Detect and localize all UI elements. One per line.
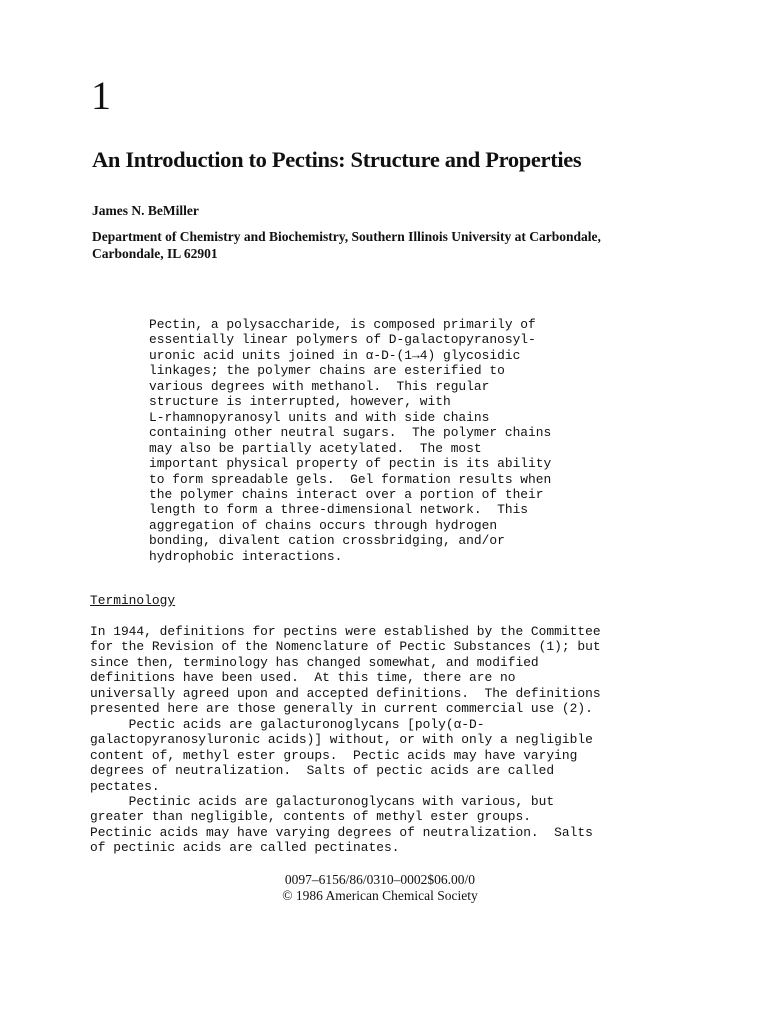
abstract-line: to form spreadable gels. Gel formation results when <box>149 471 552 487</box>
body-line: Pectinic acids may have varying degrees of neutralization. Salts <box>90 824 593 840</box>
section-body <box>90 624 670 856</box>
abstract-line: may also be partially acetylated. The most <box>149 440 482 456</box>
body-line: pectates. <box>90 778 160 794</box>
affiliation-line: Department of Chemistry and Biochemistry, Southern Illinois University at Carbondale, <box>92 229 601 244</box>
body-line: content of, methyl ester groups. Pectic acids may have varying <box>90 747 578 763</box>
body-line: definitions have been used. At this time, there are no <box>90 670 516 686</box>
abstract-line: aggregation of chains occurs through hydrogen <box>149 517 498 533</box>
body-line: degrees of neutralization. Salts of pectic acids are called <box>90 763 555 779</box>
author-affiliation <box>92 228 692 262</box>
body-line: of pectinic acids are called pectinates. <box>90 840 400 856</box>
body-line: presented here are those generally in current commercial use (2). <box>90 701 593 717</box>
abstract-line: containing other neutral sugars. The polymer chains <box>149 425 552 441</box>
publication-code: 0097–6156/86/0310–0002$06.00/0 <box>284 872 476 887</box>
abstract-line: Pectin, a polysaccharide, is composed primarily of <box>149 317 536 332</box>
abstract-line: various degrees with methanol. This regular <box>149 378 490 394</box>
body-line: Pectinic acids are galacturonoglycans with various, but <box>90 793 555 809</box>
body-line: greater than negligible, contents of methyl ester groups. <box>90 809 531 825</box>
body-line: Pectic acids are galacturonoglycans [poly(α-D- <box>90 716 485 732</box>
abstract-line: bonding, divalent cation crossbridging, and/or <box>149 533 505 549</box>
abstract <box>149 317 609 564</box>
abstract-line: length to form a three-dimensional network. This <box>149 502 529 518</box>
abstract-line: uronic acid units joined in α-D-(1→4) glycosidic <box>149 347 521 363</box>
chapter-number: 1 <box>91 73 111 118</box>
body-line: In 1944, definitions for pectins were established by the Committee <box>90 624 601 639</box>
body-line: since then, terminology has changed somewhat, and modified <box>90 654 539 670</box>
abstract-line: linkages; the polymer chains are esterified to <box>149 363 505 379</box>
abstract-line: important physical property of pectin is its ability <box>149 456 552 472</box>
section-heading-terminology: Terminology <box>90 593 176 608</box>
body-line: galactopyranosyluronic acids)] without, or with only a negligible <box>90 732 593 748</box>
abstract-line: L-rhamnopyranosyl units and with side chains <box>149 409 490 425</box>
body-line: universally agreed upon and accepted definitions. The definitions <box>90 685 601 701</box>
chapter-title: An Introduction to Pectins: Structure and Properties <box>92 147 582 172</box>
body-line: for the Revision of the Nomenclature of Pectic Substances (1); but <box>90 639 601 655</box>
page-footer <box>230 872 530 904</box>
abstract-line: hydrophobic interactions. <box>149 548 343 564</box>
copyright-notice: © 1986 American Chemical Society <box>282 888 478 903</box>
abstract-line: the polymer chains interact over a portion of their <box>149 486 544 502</box>
abstract-line: structure is interrupted, however, with <box>149 394 451 410</box>
affiliation-line: Carbondale, IL 62901 <box>92 246 218 261</box>
author-name: James N. BeMiller <box>92 203 199 218</box>
abstract-line: essentially linear polymers of D-galactopyranosyl- <box>149 332 536 348</box>
